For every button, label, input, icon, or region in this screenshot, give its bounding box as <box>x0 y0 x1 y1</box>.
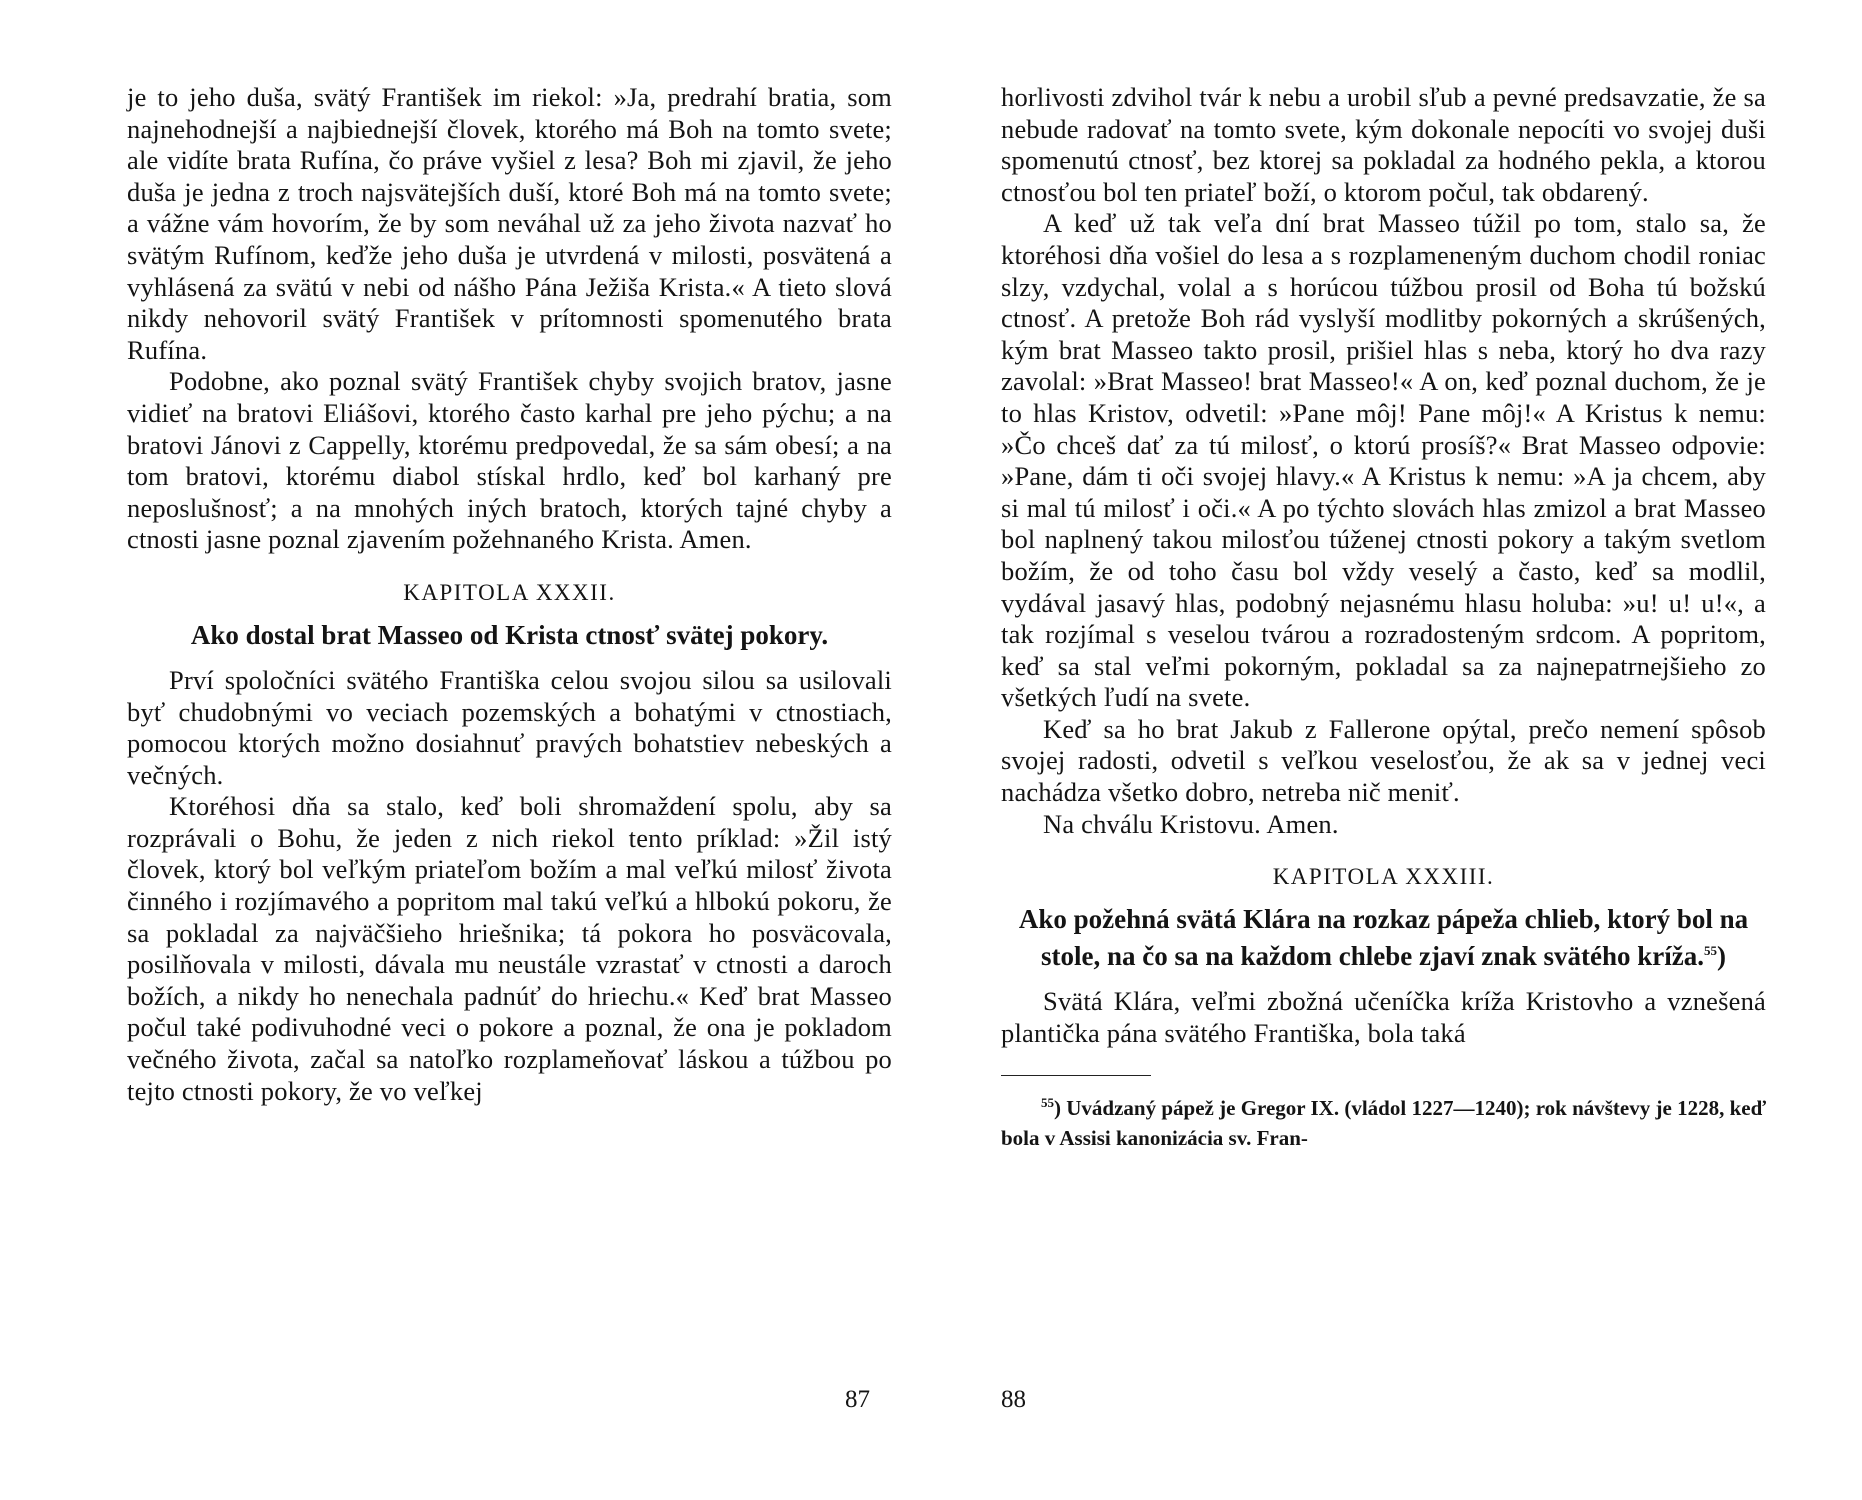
footnote-mark: 55 <box>1041 1095 1054 1111</box>
paragraph: Ktoréhosi dňa sa stalo, keď boli shromaždení spolu, aby sa rozprávali o Bohu, že jeden z nich riekol tento príklad: »Žil istý človek, ktorý bol veľkým priateľom božím a mal veľkú milosť života činného i rozjímavého a popritom mal takú veľkú a hlbokú pokoru, že sa pokladal za najväčšieho hriešnika; tá pokora ho posväcovala, posilňovala v milosti, dávala mu neustále vzrastať v ctnosti a daroch božích, a nikdy ho nenechala padnúť do hriechu.« Keď brat Masseo počul také podivuhodné veci o pokore a poznal, že ona je pokladom večného života, začal sa natoľko rozplameňovať láskou a túžbou po tejto ctnosti pokory, že vo veľkej <box>127 791 892 1106</box>
chapter-heading: Ako požehná svätá Klára na rozkaz pápeža chlieb, ktorý bol na stole, na čo sa na každom chlebe zjaví znak svätého kríža.$^{55}$) <box>1018 904 1749 972</box>
chapter-heading-text: Ako požehná svätá Klára na rozkaz pápeža chlieb, ktorý bol na stole, na čo sa na každom chlebe zjaví znak svätého kríža. <box>1018 904 1749 972</box>
paragraph: horlivosti zdvihol tvár k nebu a urobil sľub a pevné predsavzatie, že sa nebude radovať na tomto svete, kým dokonale nepocíti vo svojej duši spomenutú ctnosť, bez ktorej sa pokladal za hodného pekla, a ktorou ctnosťou bol ten priateľ boží, o ktorom počul, tak obdarený. <box>1001 82 1766 207</box>
paragraph: Svätá Klára, veľmi zbožná učeníčka kríža Kristovho a vznešená plantička pána svätého Františka, bola taká <box>1001 986 1766 1048</box>
footnote-reference: 55 <box>1703 943 1717 959</box>
paragraph: Keď sa ho brat Jakub z Fallerone opýtal, prečo nemení spôsob svojej radosti, odvetil s veľkou veselosťou, že ak sa v jednej veci nachádza všetko dobro, netreba nič meniť. <box>1001 713 1766 808</box>
right-page <box>931 0 1862 1500</box>
page-number: 87 <box>845 1386 870 1413</box>
paragraph: Podobne, ako poznal svätý František chyby svojich bratov, jasne vidieť na bratovi Eliášovi, ktorého často karhal pre jeho pýchu; a na bratovi Jánovi z Cappelly, ktorému predpovedal, že sa sám obesí; a na tom bratovi, ktorému diabol stískal hrdlo, keď bol karhaný pre neposlušnosť; a na mnohých iných bratoch, ktorých tajné chyby a ctnosti jasne poznal zjavením požehnaného Krista. Amen. <box>127 366 892 555</box>
page-number: 88 <box>1001 1386 1026 1413</box>
chapter-title: KAPITOLA XXXIII. <box>1272 864 1495 890</box>
paragraph: Na chválu Kristovu. Amen. <box>1043 808 1339 839</box>
chapter-heading: Ako dostal brat Masseo od Krista ctnosť svätej pokory. <box>190 619 829 650</box>
paragraph: je to jeho duša, svätý František im riekol: »Ja, predrahí bratia, som najnehodnejší a najbiednejší človek, ktorého má Boh na tomto svete; ale vidíte brata Rufína, čo práve vyšiel z lesa? Boh mi zjavil, že jeho duša je jedna z troch najsvätejších duší, ktoré Boh má na tomto svete; a vážne vám hovorím, že by som neváhal už za jeho života nazvať ho svätým Rufínom, keďže jeho duša je utvrdená v milosti, posvätená a vyhlásená za svätú v nebi od nášho Pána Ježiša Krista.« A tieto slová nikdy nehovoril svätý František v prítomnosti spomenutého brata Rufína. <box>127 82 892 365</box>
footnote-text: ) Uvádzaný pápež je Gregor IX. (vládol 1227—1240); rok návštevy je 1228, keď bola v Assisi kanonizácia sv. Fran- <box>1001 1096 1766 1151</box>
footnote-divider <box>1001 1075 1151 1076</box>
left-text-column <box>127 82 892 1107</box>
right-text-column <box>1001 82 1766 1153</box>
paragraph: Prví spoločníci svätého Františka celou svojou silou sa usilovali byť chudobnými vo veciach pozemských a bohatými v ctnostiach, pomocou ktorých možno dosiahnuť pravých bohatstiev nebeských a večných. <box>127 664 892 790</box>
paragraph: A keď už tak veľa dní brat Masseo túžil po tom, stalo sa, že ktoréhosi dňa vošiel do lesa a s rozplameneným duchom chodil roniac slzy, vzdychal, volal a s horúcou túžbou prosil od Boha tú božskú ctnosť. A pretože Boh rád vyslyší modlitby pokorných a skrúšených, kým brat Masseo takto prosil, prišiel hlas s neba, ktorý ho dva razy zavolal: »Brat Masseo! brat Masseo!« A on, keď poznal duchom, že je to hlas Kristov, odvetil: »Pane môj! Pane môj!« A Kristus k nemu: »Čo chceš dať za tú milosť, o ktorú prosíš?« Brat Masseo odpovie: »Pane, dám ti oči svojej hlavy.« A Kristus k nemu: »A ja chcem, aby si mal tú milosť i oči.« A po týchto slovách hlas zmizol a brat Masseo bol naplnený takou milosťou túženej ctnosti pokory a takým svetlom božím, že od toho času bol vždy veselý a často, keď sa modlil, vydával jasavý hlas, podobný nejasnému hlasu holuba: »u! u! u!«, a tak rozjímal s veselou tvárou a rozradosteným srdcom. A popritom, keď sa stal veľmi pokorným, pokladal sa za najnepatrnejšieho zo všetkých ľudí na svete. <box>1001 208 1766 713</box>
footnote <box>1001 1088 1766 1153</box>
chapter-title: KAPITOLA XXXII. <box>403 579 616 605</box>
